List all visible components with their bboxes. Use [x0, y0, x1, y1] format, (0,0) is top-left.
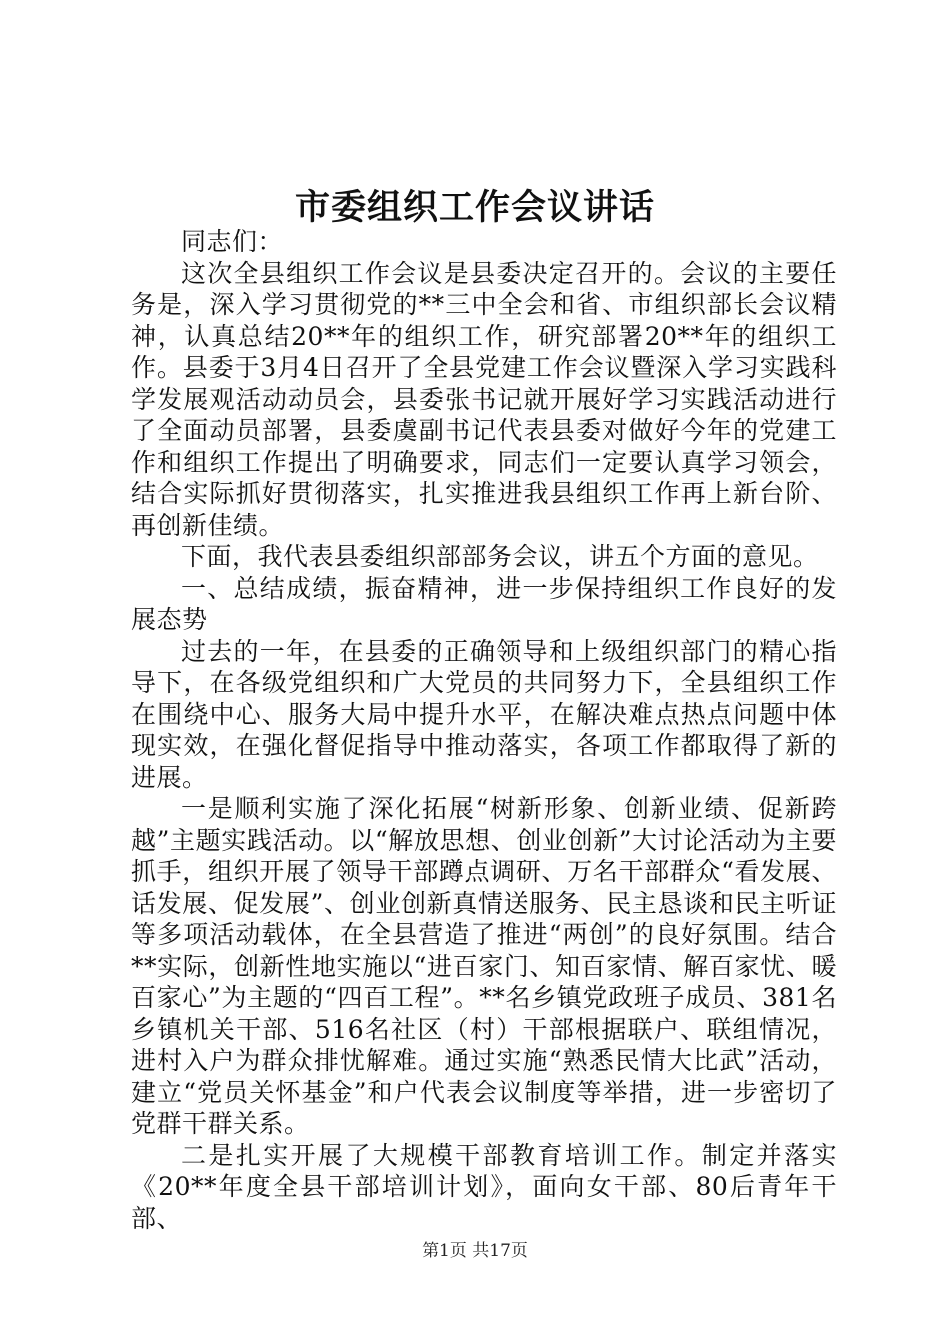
page-number-footer: 第1页 共17页 [422, 1241, 528, 1261]
intro-paragraph: 这次全县组织工作会议是县委决定召开的。会议的主要任务是，深入学习贯彻党的**三中全会和省、市组织部长会议精神，认真总结20**年的组织工作，研究部署20**年的组织工作。县委于3月4日召开了全县党建工作会议暨深入学习实践科学发展观活动动员会，县委张书记就开展好学习实践活动进行了全面动员部署，县委虞副书记代表县委对做好今年的党建工作和组织工作提出了明确要求，同志们一定要认真学习领会，结合实际抓好贯彻落实，扎实推进我县组织工作再上新台阶、再创新佳绩。 [131, 258, 837, 540]
document-title: 市委组织工作会议讲话 [294, 187, 655, 228]
achievement-one-paragraph: 一是顺利实施了深化拓展“树新形象、创新业绩、促新跨越”主题实践活动。以“解放思想、创业创新”大讨论活动为主要抓手，组织开展了领导干部蹲点调研、万名干部群众“看发展、话发展、促发展”、创业创新真情送服务、民主恳谈和民主听证等多项活动载体，在全县营造了推进“两创”的良好氛围。结合**实际，创新性地实施以“进百家门、知百家情、解百家忧、暖百家心”为主题的“四百工程”。**名乡镇党政班子成员、381名乡镇机关干部、516名社区（村）干部根据联户、联组情况，进村入户为群众排忧解难。通过实施“熟悉民情大比武”活动，建立“党员关怀基金”和户代表会议制度等举措，进一步密切了党群干群关系。 [131, 794, 837, 1138]
salutation-paragraph: 同志们： [181, 227, 284, 256]
review-paragraph: 过去的一年，在县委的正确领导和上级组织部门的精心指导下，在各级党组织和广大党员的共同努力下，全县组织工作在围绕中心、服务大局中提升水平，在解决难点热点问题中体现实效，在强化督促指导中推动落实，各项工作都取得了新的进展。 [131, 636, 837, 792]
section-heading: 一、总结成绩，振奋精神，进一步保持组织工作良好的发展态势 [131, 573, 837, 634]
outline-paragraph: 下面，我代表县委组织部部务会议，讲五个方面的意见。 [181, 542, 819, 571]
achievement-two-paragraph: 二是扎实开展了大规模干部教育培训工作。制定并落实《20**年度全县干部培训计划》，面向女干部、80后青年干部、 [131, 1140, 837, 1233]
document-body [131, 226, 837, 1234]
